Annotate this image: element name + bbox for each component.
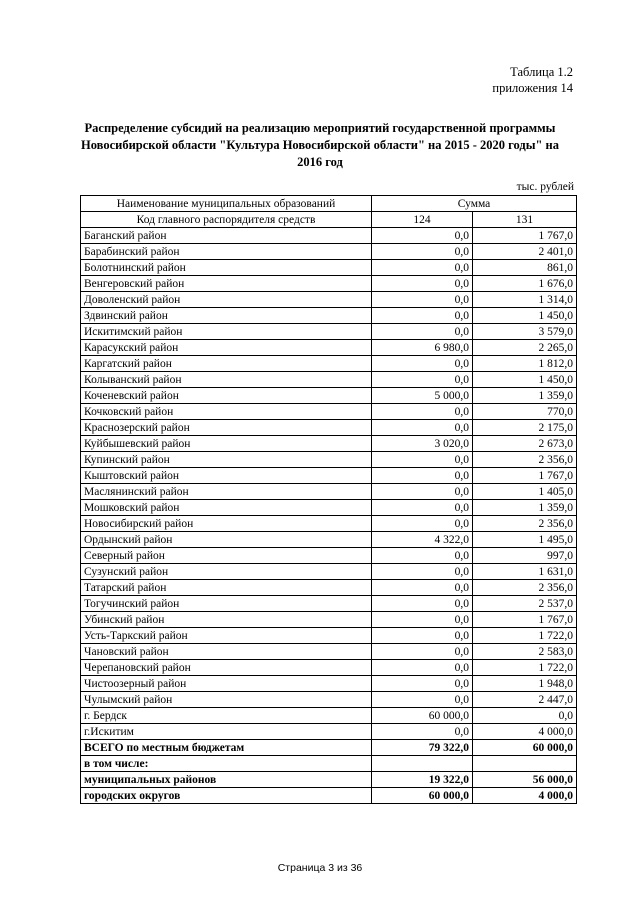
table-row — [81, 372, 577, 388]
row-value-124: 0,0 — [372, 660, 473, 676]
row-value-124: 0,0 — [372, 420, 473, 436]
total-row — [81, 740, 577, 756]
row-value-131: 60 000,0 — [473, 740, 577, 756]
row-value-124: 0,0 — [372, 404, 473, 420]
column-header-sum: Сумма — [372, 196, 577, 212]
row-value-131: 2 401,0 — [473, 244, 577, 260]
table-row — [81, 724, 577, 740]
row-value-124: 79 322,0 — [372, 740, 473, 756]
table-row — [81, 452, 577, 468]
including-empty-131 — [473, 756, 577, 772]
row-value-131: 1 314,0 — [473, 292, 577, 308]
row-value-124: 0,0 — [372, 676, 473, 692]
row-value-131: 1 722,0 — [473, 628, 577, 644]
table-row — [81, 660, 577, 676]
row-value-124: 60 000,0 — [372, 708, 473, 724]
table-row — [81, 436, 577, 452]
row-value-131: 1 359,0 — [473, 500, 577, 516]
row-value-124: 0,0 — [372, 324, 473, 340]
row-value-124: 60 000,0 — [372, 788, 473, 804]
row-name: Барабинский район — [81, 244, 372, 260]
table-row — [81, 516, 577, 532]
row-value-131: 1 767,0 — [473, 612, 577, 628]
row-name: Колыванский район — [81, 372, 372, 388]
appendix-ref: приложения 14 — [492, 81, 573, 95]
row-name: Северный район — [81, 548, 372, 564]
row-name: Каргатский район — [81, 356, 372, 372]
row-value-131: 2 265,0 — [473, 340, 577, 356]
row-value-124: 0,0 — [372, 628, 473, 644]
table-row — [81, 324, 577, 340]
row-value-124: 0,0 — [372, 292, 473, 308]
row-value-124: 19 322,0 — [372, 772, 473, 788]
row-value-131: 2 356,0 — [473, 452, 577, 468]
row-value-131: 4 000,0 — [473, 788, 577, 804]
row-name: Баганский район — [81, 228, 372, 244]
table-row — [81, 500, 577, 516]
table-row — [81, 356, 577, 372]
row-name: Ордынский район — [81, 532, 372, 548]
row-name: Мошковский район — [81, 500, 372, 516]
row-value-124: 5 000,0 — [372, 388, 473, 404]
table-row — [81, 276, 577, 292]
including-label: в том числе: — [81, 756, 372, 772]
row-value-131: 1 812,0 — [473, 356, 577, 372]
urban-districts-row — [81, 788, 577, 804]
row-name: Краснозерский район — [81, 420, 372, 436]
row-name: ВСЕГО по местным бюджетам — [81, 740, 372, 756]
table-body — [81, 196, 577, 804]
row-value-131: 1 767,0 — [473, 228, 577, 244]
table-row — [81, 644, 577, 660]
table-row — [81, 420, 577, 436]
row-value-124: 0,0 — [372, 260, 473, 276]
row-value-131: 1 450,0 — [473, 308, 577, 324]
row-name: Кочковский район — [81, 404, 372, 420]
row-name: Тогучинский район — [81, 596, 372, 612]
row-value-124: 0,0 — [372, 692, 473, 708]
row-value-124: 0,0 — [372, 612, 473, 628]
row-name: Здвинский район — [81, 308, 372, 324]
units-label: тыс. рублей — [516, 181, 574, 193]
row-name: Искитимский район — [81, 324, 372, 340]
row-name: Черепановский район — [81, 660, 372, 676]
row-value-124: 6 980,0 — [372, 340, 473, 356]
table-row — [81, 308, 577, 324]
table-row — [81, 692, 577, 708]
row-name: муниципальных районов — [81, 772, 372, 788]
table-row — [81, 340, 577, 356]
row-value-124: 0,0 — [372, 452, 473, 468]
row-value-131: 1 767,0 — [473, 468, 577, 484]
table-row — [81, 388, 577, 404]
row-name: Татарский район — [81, 580, 372, 596]
code-124: 124 — [372, 212, 473, 228]
including-row — [81, 756, 577, 772]
row-value-131: 1 676,0 — [473, 276, 577, 292]
row-value-131: 3 579,0 — [473, 324, 577, 340]
table-row — [81, 676, 577, 692]
table-row — [81, 596, 577, 612]
row-name: Убинский район — [81, 612, 372, 628]
row-value-131: 1 722,0 — [473, 660, 577, 676]
row-value-124: 0,0 — [372, 244, 473, 260]
row-value-131: 56 000,0 — [473, 772, 577, 788]
column-header-name: Наименование муниципальных образований — [81, 196, 372, 212]
table-row — [81, 612, 577, 628]
row-name: Усть-Таркский район — [81, 628, 372, 644]
row-name: Сузунский район — [81, 564, 372, 580]
row-name: Куйбышевский район — [81, 436, 372, 452]
row-name: г. Бердск — [81, 708, 372, 724]
row-name: Карасукский район — [81, 340, 372, 356]
row-value-124: 0,0 — [372, 500, 473, 516]
document-title: Распределение субсидий на реализацию мероприятий государственной программы Новосибирской области "Культура Новосибирской области" на 2015 - 2020 годы" на 2016 год — [81, 121, 559, 169]
row-name: Новосибирский район — [81, 516, 372, 532]
table-row — [81, 468, 577, 484]
row-value-131: 1 450,0 — [473, 372, 577, 388]
table-row — [81, 244, 577, 260]
row-value-131: 2 356,0 — [473, 516, 577, 532]
row-value-131: 1 631,0 — [473, 564, 577, 580]
table-row — [81, 532, 577, 548]
row-name: г.Искитим — [81, 724, 372, 740]
row-value-124: 0,0 — [372, 516, 473, 532]
row-value-124: 0,0 — [372, 596, 473, 612]
table-row — [81, 580, 577, 596]
row-value-124: 0,0 — [372, 372, 473, 388]
row-value-124: 0,0 — [372, 228, 473, 244]
table-row — [81, 628, 577, 644]
table-row — [81, 292, 577, 308]
row-name: Доволенский район — [81, 292, 372, 308]
row-value-124: 0,0 — [372, 468, 473, 484]
table-row — [81, 564, 577, 580]
row-value-131: 2 537,0 — [473, 596, 577, 612]
table-row — [81, 484, 577, 500]
row-name: Болотнинский район — [81, 260, 372, 276]
row-value-124: 0,0 — [372, 580, 473, 596]
row-name: Чистоозерный район — [81, 676, 372, 692]
table-row — [81, 548, 577, 564]
table-header-row — [81, 196, 577, 212]
row-value-131: 997,0 — [473, 548, 577, 564]
table-row — [81, 228, 577, 244]
code-131: 131 — [473, 212, 577, 228]
row-name: Кыштовский район — [81, 468, 372, 484]
row-value-131: 1 948,0 — [473, 676, 577, 692]
row-value-131: 1 405,0 — [473, 484, 577, 500]
row-value-124: 0,0 — [372, 356, 473, 372]
code-row — [81, 212, 577, 228]
row-value-131: 2 673,0 — [473, 436, 577, 452]
municipal-districts-row — [81, 772, 577, 788]
row-value-131: 1 359,0 — [473, 388, 577, 404]
table-row — [81, 260, 577, 276]
row-value-131: 861,0 — [473, 260, 577, 276]
row-name: Венгеровский район — [81, 276, 372, 292]
table-row — [81, 708, 577, 724]
row-value-131: 2 583,0 — [473, 644, 577, 660]
code-label: Код главного распорядителя средств — [81, 212, 372, 228]
row-value-124: 3 020,0 — [372, 436, 473, 452]
including-empty-124 — [372, 756, 473, 772]
row-name: Чановский район — [81, 644, 372, 660]
table-row — [81, 404, 577, 420]
row-name: Купинский район — [81, 452, 372, 468]
subsidy-table — [80, 195, 577, 804]
row-value-124: 0,0 — [372, 276, 473, 292]
row-value-124: 0,0 — [372, 308, 473, 324]
row-value-131: 0,0 — [473, 708, 577, 724]
row-value-124: 0,0 — [372, 564, 473, 580]
row-value-131: 4 000,0 — [473, 724, 577, 740]
row-value-124: 0,0 — [372, 644, 473, 660]
row-name: Коченевский район — [81, 388, 372, 404]
row-name: городских округов — [81, 788, 372, 804]
row-value-131: 2 175,0 — [473, 420, 577, 436]
table-caption — [492, 64, 573, 96]
row-value-131: 2 356,0 — [473, 580, 577, 596]
row-value-124: 0,0 — [372, 548, 473, 564]
row-value-124: 4 322,0 — [372, 532, 473, 548]
row-value-124: 0,0 — [372, 484, 473, 500]
row-value-131: 2 447,0 — [473, 692, 577, 708]
row-value-124: 0,0 — [372, 724, 473, 740]
row-name: Маслянинский район — [81, 484, 372, 500]
page-footer: Страница 3 из 36 — [277, 862, 363, 874]
row-value-131: 770,0 — [473, 404, 577, 420]
row-name: Чулымский район — [81, 692, 372, 708]
table-number: Таблица 1.2 — [510, 65, 573, 79]
row-value-131: 1 495,0 — [473, 532, 577, 548]
